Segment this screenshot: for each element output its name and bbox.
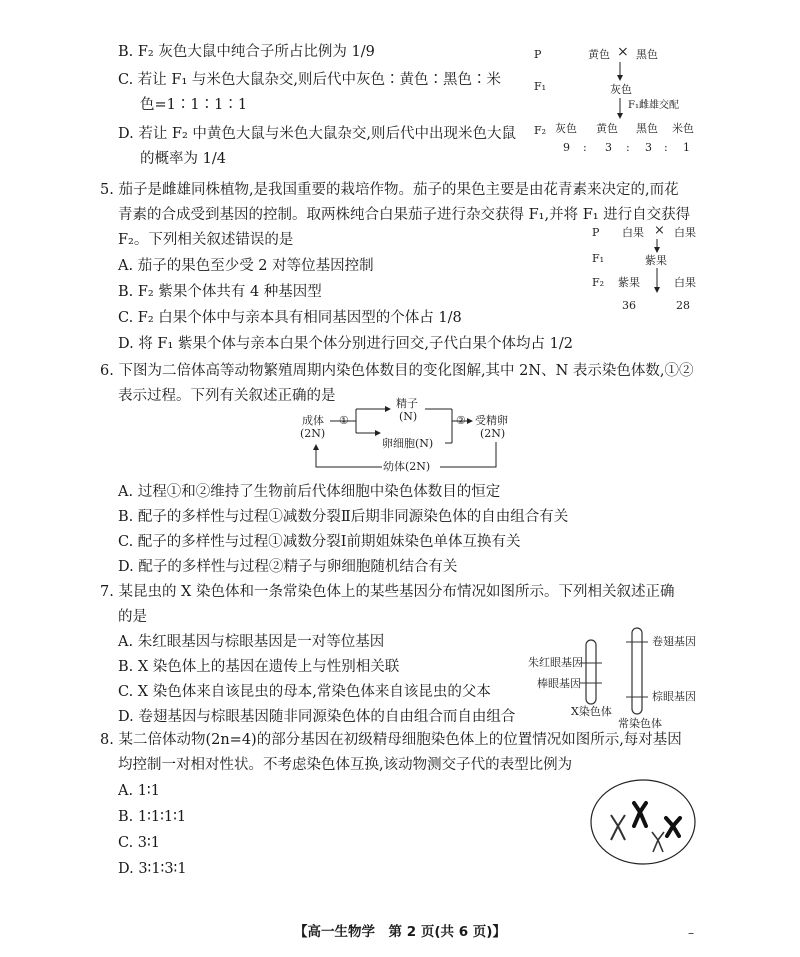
q6-step-2: ②	[456, 414, 466, 427]
q8-option-c: C. 3∶1	[118, 835, 161, 851]
q6-sperm: 精子	[396, 397, 418, 410]
q5-stem-cont: F₂。下列相关叙述错误的是	[118, 232, 294, 248]
q5-stem: 5. 茄子是雌雄同株植物,是我国重要的栽培作物。茄子的果色主要是由花青素来决定的,而花	[100, 182, 679, 198]
q5-option-d: D. 将 F₁ 紫果个体与亲本白果个体分别进行回交,子代白果个体均占 1/2	[118, 336, 573, 352]
q6-zygote: 受精卵	[475, 414, 508, 427]
q5-diagram-p: P	[592, 226, 600, 239]
q7-stem: 7. 某昆虫的 X 染色体和一条常染色体上的某些基因分布情况如图所示。下列相关叙述正确	[100, 584, 675, 600]
q4-option-c: C. 若让 F₁ 与米色大鼠杂交,则后代中灰色∶黄色∶黑色∶米	[118, 72, 501, 88]
q4-diagram-black: 黑色	[636, 48, 658, 61]
q5-option-c: C. F₂ 白果个体中与亲本具有相同基因型的个体占 1/8	[118, 310, 462, 326]
q8-stem: 8. 某二倍体动物(2n=4)的部分基因在初级精母细胞染色体上的位置情况如图所示,每对基因	[100, 732, 682, 748]
q4-f2-ratio: :	[664, 141, 668, 154]
q4-option-b: B. F₂ 灰色大鼠中纯合子所占比例为 1/9	[118, 44, 375, 60]
q4-f2-ratio: :	[626, 141, 630, 154]
q8-option-a: A. 1∶1	[118, 783, 160, 799]
q4-diagram-f1: F₁	[534, 80, 547, 93]
q8-cell	[591, 780, 695, 864]
page-footer: 【高一生物学 第 2 页(共 6 页)】	[294, 924, 506, 940]
q6-zygote-n: (2N)	[480, 427, 506, 440]
q7-stem-cont: 的是	[118, 609, 147, 625]
corner-mark: –	[688, 926, 694, 940]
q4-f2-phenotype: 黄色	[596, 122, 618, 135]
q4-diagram-grey: 灰色	[610, 83, 632, 96]
q4-option-d-cont: 的概率为 1/4	[140, 151, 226, 167]
q8-option-b: B. 1∶1∶1∶1	[118, 809, 187, 825]
q5-diagram-purple: 紫果	[645, 254, 667, 267]
q6-option-b: B. 配子的多样性与过程①减数分裂Ⅱ后期非同源染色体的自由组合有关	[118, 509, 569, 525]
q6-step-1: ①	[339, 414, 349, 427]
q4-option-c-cont: 色=1∶1∶1∶1	[140, 97, 248, 113]
q7-label-autosome: 常染色体	[618, 717, 662, 730]
q7-label-curly: 卷翅基因	[652, 635, 696, 648]
q4-f2-ratio: :	[583, 141, 587, 154]
q4-diagram-p: P	[534, 48, 542, 61]
q4-f2-phenotype: 黑色	[636, 122, 658, 135]
q4-f2-phenotype: 米色	[672, 122, 694, 135]
q4-f2-ratio: 9	[563, 141, 570, 154]
q7-option-c: C. X 染色体来自该昆虫的母本,常染色体来自该昆虫的父本	[118, 684, 491, 700]
q6-option-c: C. 配子的多样性与过程①减数分裂Ⅰ前期姐妹染色单体互换有关	[118, 534, 521, 550]
q4-option-d: D. 若让 F₂ 中黄色大鼠与米色大鼠杂交,则后代中出现米色大鼠	[118, 126, 517, 142]
q6-egg: 卵细胞(N)	[382, 437, 434, 450]
q7-option-d: D. 卷翅基因与棕眼基因随非同源染色体的自由组合而自由组合	[118, 709, 516, 725]
q7-option-b: B. X 染色体上的基因在遗传上与性别相关联	[118, 659, 400, 675]
q4-diagram-yellow: 黄色	[588, 48, 610, 61]
q6-stem: 6. 下图为二倍体高等动物繁殖周期内染色体数目的变化图解,其中 2N、N 表示染色体数,①②	[100, 363, 694, 379]
autosome	[632, 628, 642, 714]
q8-stem-cont: 均控制一对相对性状。不考虑染色体互换,该动物测交子代的表型比例为	[118, 757, 573, 773]
q6-option-a: A. 过程①和②维持了生物前后代体细胞中染色体数目的恒定	[118, 484, 501, 500]
q6-adult-n: (2N)	[300, 427, 326, 440]
q7-option-a: A. 朱红眼基因与棕眼基因是一对等位基因	[118, 634, 385, 650]
q4-f2-ratio: 1	[683, 141, 690, 154]
q5-diagram-cross: ×	[654, 223, 665, 238]
q5-f2-white-count: 28	[676, 299, 690, 312]
x-chromosome	[586, 640, 596, 704]
q4-diagram-self: F₁雌雄交配	[628, 100, 679, 111]
q5-diagram-f1: F₁	[592, 252, 605, 265]
q6-stem-cont: 表示过程。下列有关叙述正确的是	[118, 388, 336, 404]
q8-option-d: D. 3∶1∶3∶1	[118, 861, 187, 877]
q6-juvenile: 幼体(2N)	[383, 460, 431, 473]
q5-option-a: A. 茄子的果色至少受 2 对等位基因控制	[118, 258, 374, 274]
q5-f2-purple: 紫果	[618, 276, 640, 289]
q6-adult: 成体	[302, 414, 324, 427]
q5-f2-purple-count: 36	[622, 299, 636, 312]
q7-label-x-chromosome: X染色体	[571, 705, 612, 718]
q4-f2-ratio: 3	[605, 141, 612, 154]
q5-stem-cont: 青素的合成受到基因的控制。取两株纯合白果茄子进行杂交获得 F₁,并将 F₁ 进行自交获得	[118, 207, 691, 223]
q4-f2-phenotype: 灰色	[555, 122, 577, 135]
q6-flow-arrows	[316, 409, 496, 467]
q7-label-cinnabar: 棒眼基因	[537, 677, 581, 690]
q7-label-vermilion: 朱红眼基因	[528, 656, 583, 669]
q5-diagram-white: 白果	[622, 226, 644, 239]
q6-option-d: D. 配子的多样性与过程②精子与卵细胞随机结合有关	[118, 559, 458, 575]
q4-diagram-f2: F₂	[534, 124, 547, 137]
q5-diagram-white: 白果	[674, 226, 696, 239]
q7-chromosomes	[580, 628, 648, 714]
q5-option-b: B. F₂ 紫果个体共有 4 种基因型	[118, 284, 322, 300]
q7-label-brown: 棕眼基因	[652, 690, 696, 703]
q5-diagram-f2: F₂	[592, 276, 605, 289]
q5-f2-white: 白果	[674, 276, 696, 289]
q4-diagram-cross: ×	[617, 44, 629, 60]
q4-f2-ratio: 3	[645, 141, 652, 154]
q6-sperm-n: (N)	[399, 410, 418, 423]
